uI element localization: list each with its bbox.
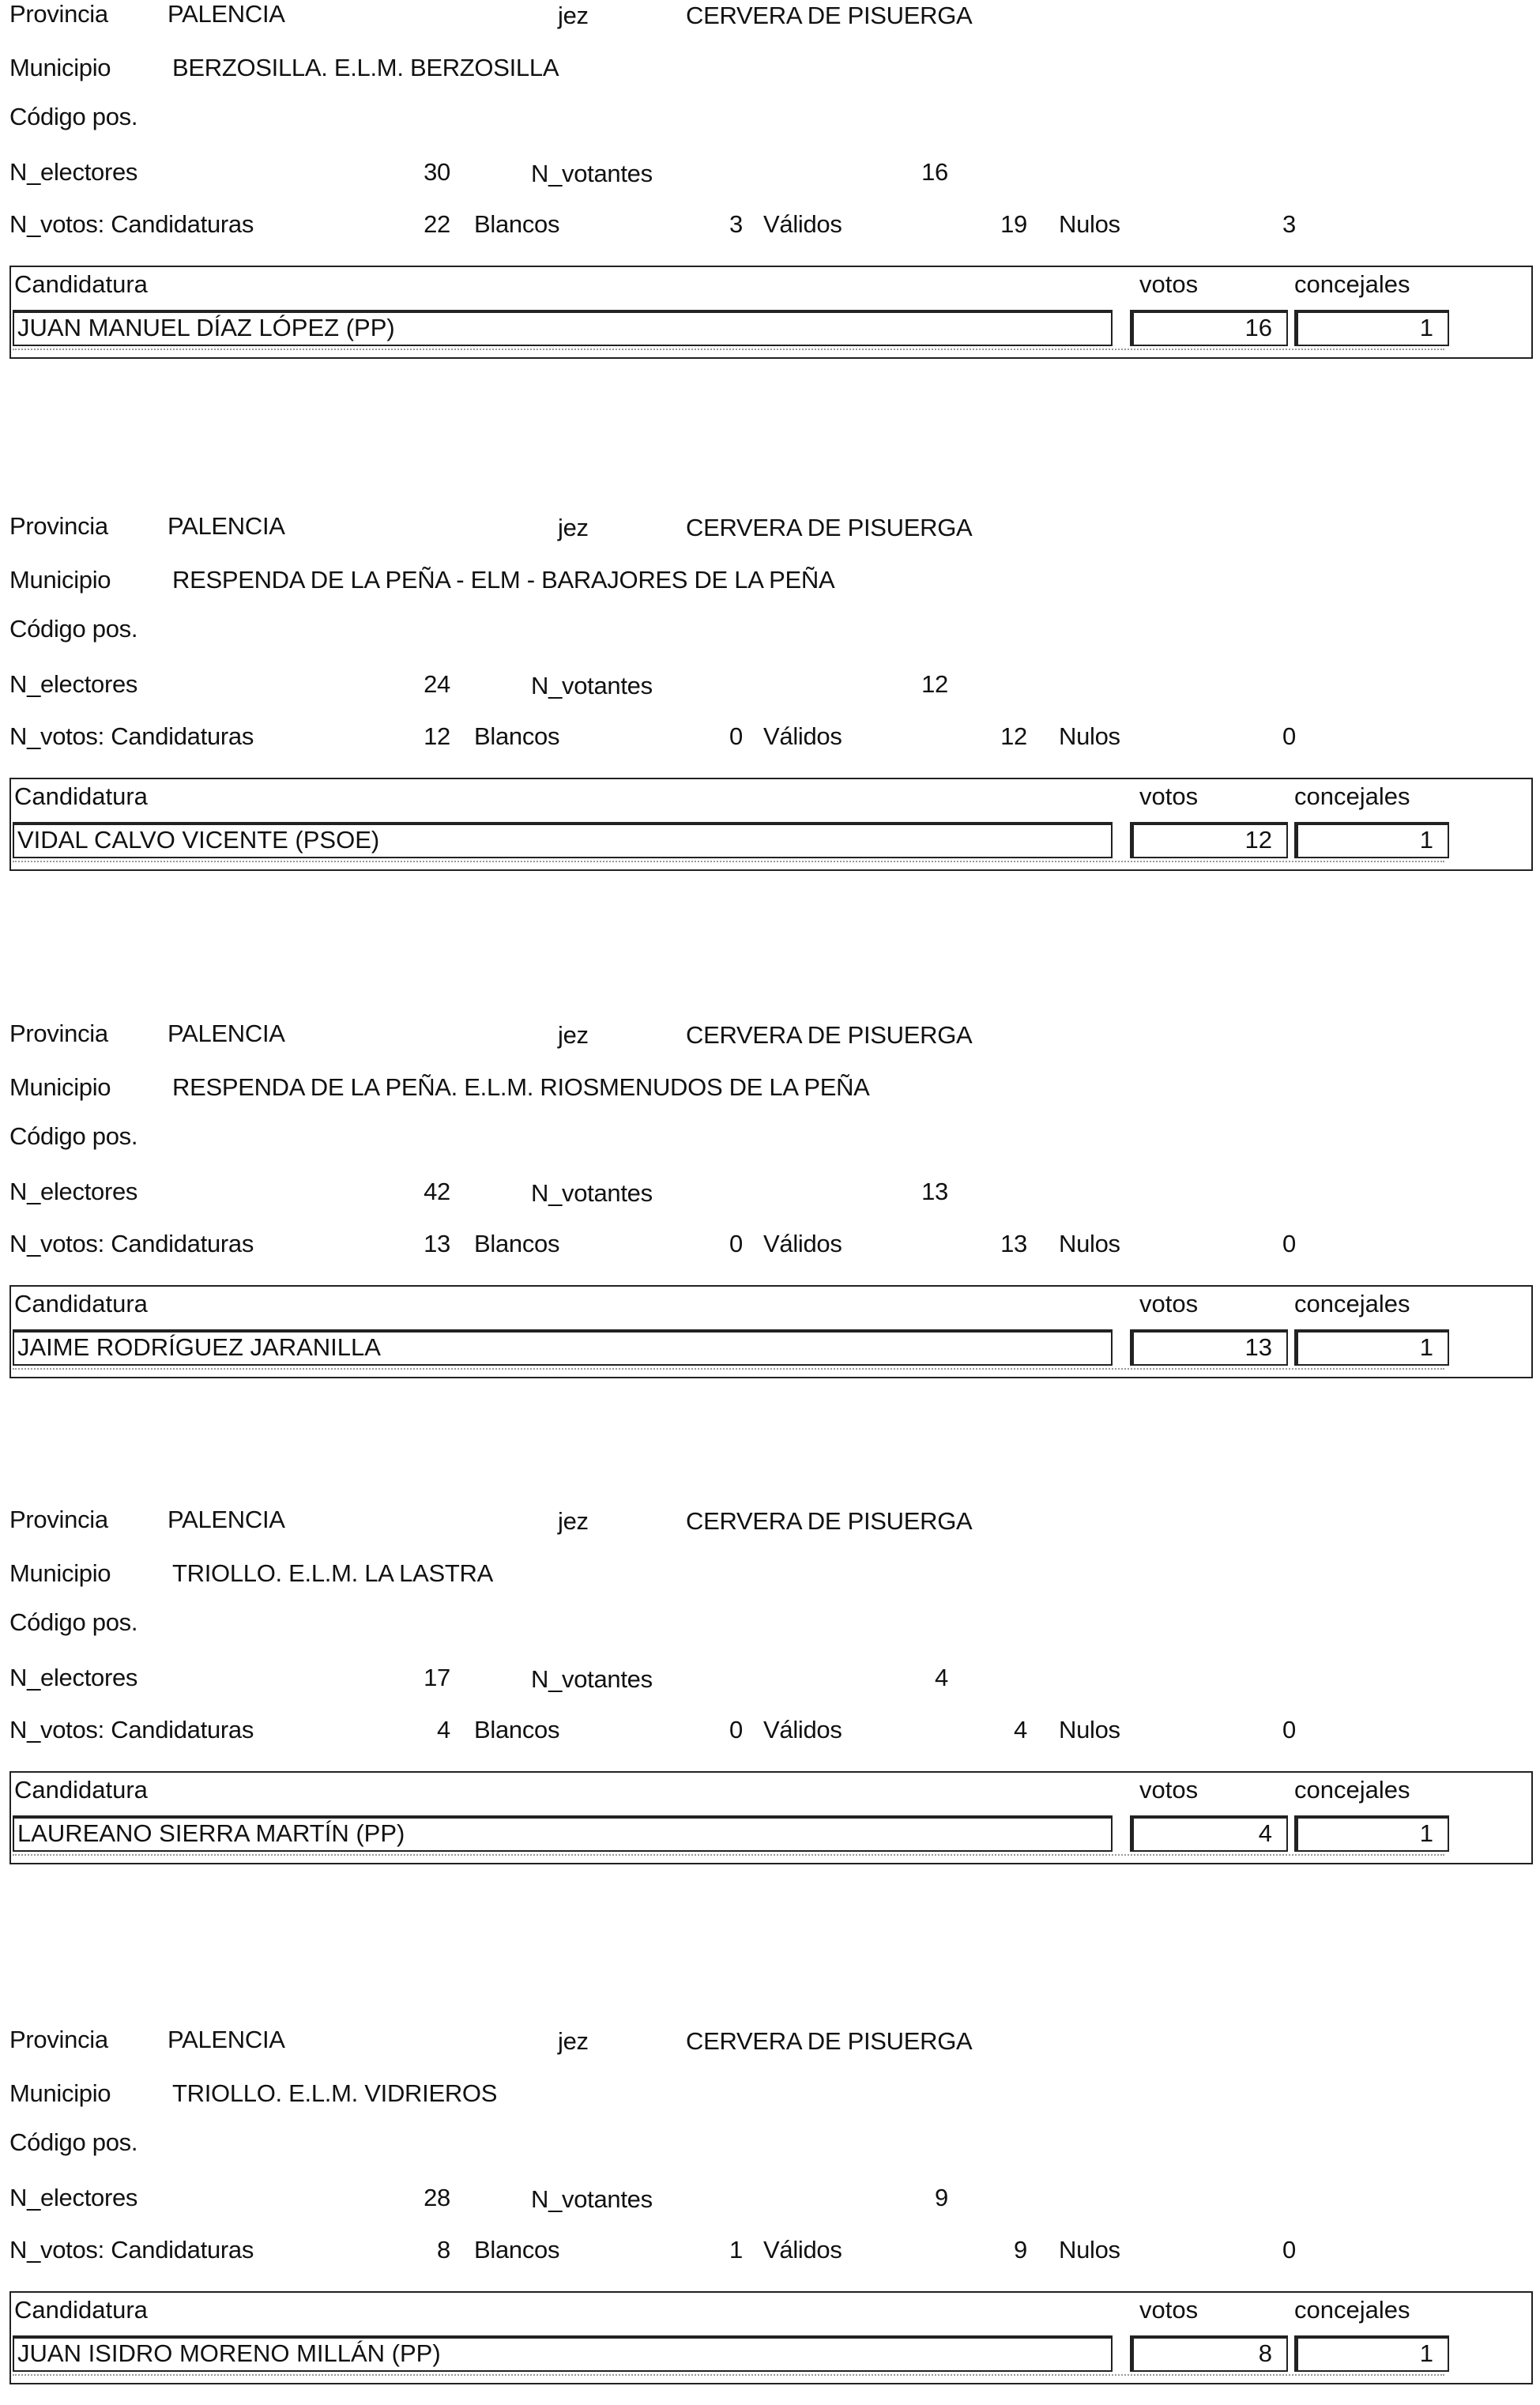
codigo-pos-label: Código pos. — [9, 1122, 138, 1150]
col-concejales-header: concejales — [1294, 782, 1410, 810]
codigo-pos-label: Código pos. — [9, 615, 138, 643]
n-votos-candidaturas-label: N_votos: Candidaturas — [9, 210, 254, 238]
col-candidatura-header: Candidatura — [14, 782, 148, 810]
row-dotted-rule — [13, 349, 1444, 350]
col-votos-header: votos — [1139, 1776, 1199, 1804]
col-votos-header: votos — [1139, 782, 1199, 810]
row-dotted-rule — [13, 1854, 1444, 1856]
election-record — [0, 0, 1540, 379]
nulos-value: 0 — [1282, 1230, 1296, 1257]
candidaturas-value: 12 — [424, 722, 450, 750]
jez-label: jez — [558, 1507, 589, 1535]
jez-value: CERVERA DE PISUERGA — [686, 1021, 973, 1049]
n-electores-value: 42 — [424, 1178, 450, 1205]
validos-label: Válidos — [763, 722, 842, 750]
row-dotted-rule — [13, 1368, 1444, 1370]
row-dotted-rule — [13, 861, 1444, 862]
nulos-value: 0 — [1282, 1716, 1296, 1743]
nulos-value: 0 — [1282, 722, 1296, 750]
blancos-value: 0 — [729, 1716, 743, 1743]
candidaturas-value: 4 — [437, 1716, 450, 1743]
candidate-votos-field: 4 — [1130, 1815, 1288, 1852]
n-electores-value: 30 — [424, 158, 450, 186]
nulos-label: Nulos — [1059, 210, 1120, 238]
nulos-label: Nulos — [1059, 2236, 1120, 2264]
jez-value: CERVERA DE PISUERGA — [686, 1507, 973, 1535]
n-electores-label: N_electores — [9, 1178, 138, 1205]
provincia-label: Provincia — [9, 1020, 108, 1047]
n-votantes-value: 16 — [921, 158, 948, 186]
candidate-concejales-field: 1 — [1294, 1329, 1449, 1366]
candidaturas-value: 8 — [437, 2236, 450, 2264]
candidate-name-field: VIDAL CALVO VICENTE (PSOE) — [13, 822, 1113, 858]
col-votos-header: votos — [1139, 270, 1199, 298]
election-record — [0, 512, 1540, 892]
n-votantes-label: N_votantes — [531, 2185, 653, 2213]
n-electores-label: N_electores — [9, 158, 138, 186]
candidate-votos-field: 8 — [1130, 2335, 1288, 2372]
col-candidatura-header: Candidatura — [14, 2296, 148, 2324]
validos-value: 13 — [1000, 1230, 1027, 1257]
n-votantes-value: 9 — [935, 2184, 948, 2211]
n-votantes-label: N_votantes — [531, 1665, 653, 1693]
n-votos-candidaturas-label: N_votos: Candidaturas — [9, 1230, 254, 1257]
validos-label: Válidos — [763, 2236, 842, 2264]
codigo-pos-label: Código pos. — [9, 1608, 138, 1636]
candidate-name-field: JAIME RODRÍGUEZ JARANILLA — [13, 1329, 1113, 1366]
validos-label: Válidos — [763, 1230, 842, 1257]
candidaturas-value: 13 — [424, 1230, 450, 1257]
blancos-value: 0 — [729, 722, 743, 750]
jez-value: CERVERA DE PISUERGA — [686, 2027, 973, 2055]
candidate-name-field: JUAN MANUEL DÍAZ LÓPEZ (PP) — [13, 310, 1113, 346]
col-candidatura-header: Candidatura — [14, 270, 148, 298]
election-record — [0, 1506, 1540, 1885]
n-votos-candidaturas-label: N_votos: Candidaturas — [9, 1716, 254, 1743]
provincia-label: Provincia — [9, 512, 108, 540]
candidate-concejales-field: 1 — [1294, 1815, 1449, 1852]
col-votos-header: votos — [1139, 2296, 1199, 2324]
candidaturas-value: 22 — [424, 210, 450, 238]
jez-label: jez — [558, 2027, 589, 2055]
nulos-label: Nulos — [1059, 1230, 1120, 1257]
candidate-concejales-field: 1 — [1294, 822, 1449, 858]
nulos-value: 0 — [1282, 2236, 1296, 2264]
col-concejales-header: concejales — [1294, 1776, 1410, 1804]
provincia-label: Provincia — [9, 1506, 108, 1533]
n-votantes-label: N_votantes — [531, 160, 653, 187]
row-dotted-rule — [13, 2374, 1444, 2376]
codigo-pos-label: Código pos. — [9, 103, 138, 130]
validos-value: 12 — [1000, 722, 1027, 750]
candidaturas-table — [9, 778, 1533, 871]
provincia-label: Provincia — [9, 2026, 108, 2053]
nulos-value: 3 — [1282, 210, 1296, 238]
candidate-votos-field: 16 — [1130, 310, 1288, 346]
n-votos-candidaturas-label: N_votos: Candidaturas — [9, 722, 254, 750]
election-record — [0, 1020, 1540, 1399]
blancos-label: Blancos — [474, 722, 560, 750]
validos-value: 19 — [1000, 210, 1027, 238]
municipio-label: Municipio — [9, 2079, 111, 2107]
col-votos-header: votos — [1139, 1290, 1199, 1317]
n-electores-label: N_electores — [9, 2184, 138, 2211]
municipio-label: Municipio — [9, 54, 111, 81]
n-votantes-value: 4 — [935, 1664, 948, 1691]
municipio-value: TRIOLLO. E.L.M. VIDRIEROS — [172, 2079, 498, 2107]
candidaturas-table — [9, 2291, 1533, 2384]
blancos-value: 0 — [729, 1230, 743, 1257]
municipio-value: BERZOSILLA. E.L.M. BERZOSILLA — [172, 54, 559, 81]
blancos-label: Blancos — [474, 1230, 560, 1257]
col-candidatura-header: Candidatura — [14, 1776, 148, 1804]
provincia-value: PALENCIA — [168, 1506, 285, 1533]
provincia-value: PALENCIA — [168, 1020, 285, 1047]
n-electores-value: 24 — [424, 670, 450, 698]
election-record — [0, 2026, 1540, 2405]
candidate-votos-field: 12 — [1130, 822, 1288, 858]
candidaturas-table — [9, 1285, 1533, 1378]
jez-label: jez — [558, 1021, 589, 1049]
municipio-label: Municipio — [9, 566, 111, 594]
provincia-value: PALENCIA — [168, 2026, 285, 2053]
municipio-label: Municipio — [9, 1559, 111, 1587]
n-votantes-label: N_votantes — [531, 1179, 653, 1207]
n-votos-candidaturas-label: N_votos: Candidaturas — [9, 2236, 254, 2264]
provincia-value: PALENCIA — [168, 0, 285, 28]
col-candidatura-header: Candidatura — [14, 1290, 148, 1317]
validos-label: Válidos — [763, 1716, 842, 1743]
municipio-value: RESPENDA DE LA PEÑA - ELM - BARAJORES DE LA PEÑA — [172, 566, 835, 594]
municipio-label: Municipio — [9, 1073, 111, 1101]
candidaturas-table — [9, 266, 1533, 359]
provincia-label: Provincia — [9, 0, 108, 28]
blancos-value: 3 — [729, 210, 743, 238]
blancos-label: Blancos — [474, 1716, 560, 1743]
col-concejales-header: concejales — [1294, 2296, 1410, 2324]
municipio-value: RESPENDA DE LA PEÑA. E.L.M. RIOSMENUDOS DE LA PEÑA — [172, 1073, 870, 1101]
n-electores-value: 28 — [424, 2184, 450, 2211]
jez-label: jez — [558, 2, 589, 29]
blancos-label: Blancos — [474, 2236, 560, 2264]
candidate-votos-field: 13 — [1130, 1329, 1288, 1366]
jez-value: CERVERA DE PISUERGA — [686, 2, 973, 29]
validos-label: Válidos — [763, 210, 842, 238]
col-concejales-header: concejales — [1294, 1290, 1410, 1317]
candidate-name-field: LAUREANO SIERRA MARTÍN (PP) — [13, 1815, 1113, 1852]
n-votantes-value: 13 — [921, 1178, 948, 1205]
jez-value: CERVERA DE PISUERGA — [686, 514, 973, 541]
n-votantes-label: N_votantes — [531, 672, 653, 699]
jez-label: jez — [558, 514, 589, 541]
nulos-label: Nulos — [1059, 1716, 1120, 1743]
blancos-value: 1 — [729, 2236, 743, 2264]
n-electores-label: N_electores — [9, 670, 138, 698]
nulos-label: Nulos — [1059, 722, 1120, 750]
validos-value: 9 — [1014, 2236, 1027, 2264]
n-electores-value: 17 — [424, 1664, 450, 1691]
validos-value: 4 — [1014, 1716, 1027, 1743]
candidate-concejales-field: 1 — [1294, 310, 1449, 346]
blancos-label: Blancos — [474, 210, 560, 238]
candidate-name-field: JUAN ISIDRO MORENO MILLÁN (PP) — [13, 2335, 1113, 2372]
n-electores-label: N_electores — [9, 1664, 138, 1691]
candidate-concejales-field: 1 — [1294, 2335, 1449, 2372]
col-concejales-header: concejales — [1294, 270, 1410, 298]
codigo-pos-label: Código pos. — [9, 2128, 138, 2156]
candidaturas-table — [9, 1771, 1533, 1864]
n-votantes-value: 12 — [921, 670, 948, 698]
provincia-value: PALENCIA — [168, 512, 285, 540]
municipio-value: TRIOLLO. E.L.M. LA LASTRA — [172, 1559, 493, 1587]
